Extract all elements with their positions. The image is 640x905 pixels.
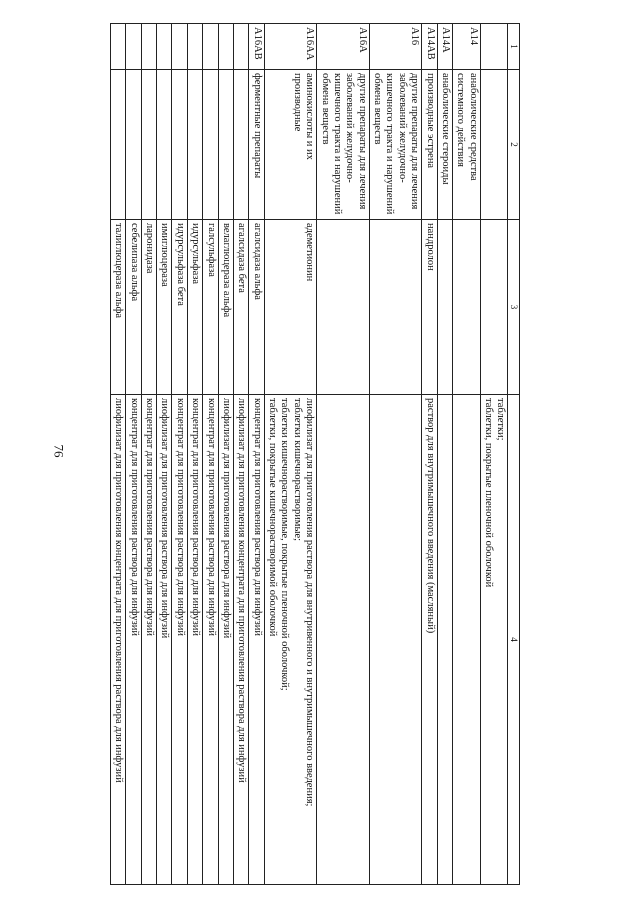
dosage-form: таблетки кишечнорастворимые; bbox=[291, 398, 303, 542]
cell-group bbox=[157, 70, 172, 220]
table-row bbox=[480, 24, 508, 885]
cell-name bbox=[369, 220, 422, 395]
header-cell: 4 bbox=[508, 395, 520, 885]
dosage-form: лиофилизат для приготовления раствора для внутривенного и внутримышечного введения; bbox=[304, 398, 316, 807]
cell-name: адеметионин bbox=[264, 220, 317, 395]
cell-code bbox=[141, 24, 156, 70]
cell-group bbox=[218, 70, 233, 220]
cell-forms bbox=[233, 395, 248, 885]
table-row bbox=[126, 24, 141, 885]
cell-group: другие препараты для лечения заболеваний желудочно-кишечного тракта и нарушений обмена веществ bbox=[369, 70, 422, 220]
cell-forms bbox=[369, 395, 422, 885]
cell-code bbox=[157, 24, 172, 70]
cell-code bbox=[218, 24, 233, 70]
cell-code: A16 bbox=[369, 24, 422, 70]
cell-group bbox=[233, 70, 248, 220]
table-row bbox=[422, 24, 437, 885]
table-row bbox=[187, 24, 202, 885]
cell-group: производные эстрена bbox=[422, 70, 437, 220]
dosage-form: раствор для внутримышечного введения (масляный) bbox=[424, 398, 436, 634]
table-row bbox=[369, 24, 422, 885]
table-row bbox=[141, 24, 156, 885]
table-row bbox=[437, 24, 452, 885]
cell-group bbox=[141, 70, 156, 220]
cell-forms bbox=[437, 395, 452, 885]
cell-name: агалсидаза альфа bbox=[249, 220, 264, 395]
cell-group bbox=[110, 70, 125, 220]
cell-code: A16AA bbox=[264, 24, 317, 70]
cell-forms bbox=[157, 395, 172, 885]
cell-group bbox=[187, 70, 202, 220]
cell-forms bbox=[172, 395, 187, 885]
cell-code: A14 bbox=[452, 24, 480, 70]
cell-code bbox=[110, 24, 125, 70]
cell-group: ферментные препараты bbox=[249, 70, 264, 220]
cell-forms bbox=[141, 395, 156, 885]
rotated-table-wrapper bbox=[93, 23, 520, 884]
cell-name: ларонидаза bbox=[141, 220, 156, 395]
cell-code: A16A bbox=[317, 24, 370, 70]
cell-code: A14AB bbox=[422, 24, 437, 70]
table-row bbox=[317, 24, 370, 885]
cell-code bbox=[203, 24, 218, 70]
dosage-form: концентрат для приготовления раствора для инфузий bbox=[205, 398, 217, 636]
dosage-form: концентрат для приготовления раствора для инфузий bbox=[174, 398, 186, 636]
cell-name: талиглюцераза альфа bbox=[110, 220, 125, 395]
dosage-form: таблетки, покрытые пленочной оболочкой bbox=[483, 398, 495, 588]
cell-name bbox=[437, 220, 452, 395]
header-cell: 3 bbox=[508, 220, 520, 395]
cell-name: нандролон bbox=[422, 220, 437, 395]
cell-forms bbox=[422, 395, 437, 885]
cell-code: A14A bbox=[437, 24, 452, 70]
cell-name bbox=[480, 220, 508, 395]
cell-forms bbox=[480, 395, 508, 885]
drug-table bbox=[110, 23, 520, 885]
cell-forms bbox=[218, 395, 233, 885]
cell-code bbox=[480, 24, 508, 70]
cell-name: идурсульфаза bbox=[187, 220, 202, 395]
header-cell: 1 bbox=[508, 24, 520, 70]
cell-name: галсульфаза bbox=[203, 220, 218, 395]
table-row bbox=[157, 24, 172, 885]
cell-forms bbox=[187, 395, 202, 885]
cell-forms bbox=[203, 395, 218, 885]
cell-forms bbox=[126, 395, 141, 885]
cell-name: велаглюцераза альфа bbox=[218, 220, 233, 395]
dosage-form: лиофилизат для приготовления концентрата для приготовления раствора для инфузий bbox=[236, 398, 248, 783]
table-row bbox=[110, 24, 125, 885]
cell-name: идурсульфаза бета bbox=[172, 220, 187, 395]
cell-forms bbox=[264, 395, 317, 885]
table-row bbox=[452, 24, 480, 885]
cell-forms bbox=[110, 395, 125, 885]
header-cell: 2 bbox=[508, 70, 520, 220]
dosage-form: лиофилизат для приготовления раствора для инфузий bbox=[159, 398, 171, 639]
cell-group bbox=[126, 70, 141, 220]
cell-code bbox=[187, 24, 202, 70]
header-row bbox=[508, 24, 520, 885]
dosage-form: таблетки, покрытые кишечнорастворимой оболочкой bbox=[267, 398, 279, 637]
cell-name bbox=[317, 220, 370, 395]
cell-forms bbox=[452, 395, 480, 885]
dosage-form: таблетки кишечнорастворимые, покрытые пленочной оболочкой; bbox=[279, 398, 291, 691]
cell-group bbox=[172, 70, 187, 220]
cell-name: себелипаза альфа bbox=[126, 220, 141, 395]
cell-group bbox=[480, 70, 508, 220]
table-row bbox=[233, 24, 248, 885]
cell-group: анаболические стероиды bbox=[437, 70, 452, 220]
cell-group: анаболические средства системного действия bbox=[452, 70, 480, 220]
cell-code bbox=[233, 24, 248, 70]
cell-code bbox=[172, 24, 187, 70]
table-row bbox=[249, 24, 264, 885]
cell-name bbox=[452, 220, 480, 395]
dosage-form: концентрат для приготовления раствора для инфузий bbox=[251, 398, 263, 636]
cell-forms bbox=[249, 395, 264, 885]
cell-code: A16AB bbox=[249, 24, 264, 70]
dosage-form: концентрат для приготовления раствора для инфузий bbox=[144, 398, 156, 636]
cell-code bbox=[126, 24, 141, 70]
cell-name: агалсидаза бета bbox=[233, 220, 248, 395]
cell-forms bbox=[317, 395, 370, 885]
table-row bbox=[203, 24, 218, 885]
cell-name: имиглюцераза bbox=[157, 220, 172, 395]
dosage-form: лиофилизат для приготовления раствора для инфузий bbox=[220, 398, 232, 639]
table-row bbox=[172, 24, 187, 885]
cell-group bbox=[203, 70, 218, 220]
dosage-form: концентрат для приготовления раствора для инфузий bbox=[190, 398, 202, 636]
cell-group: аминокислоты и их производные bbox=[264, 70, 317, 220]
cell-group: другие препараты для лечения заболеваний желудочно-кишечного тракта и нарушений обмена веществ bbox=[317, 70, 370, 220]
dosage-form: лиофилизат для приготовления концентрата для приготовления раствора для инфузий bbox=[113, 398, 125, 783]
page-number: 76 bbox=[51, 444, 67, 458]
dosage-form: таблетки; bbox=[495, 398, 507, 441]
table-row bbox=[264, 24, 317, 885]
table-row bbox=[218, 24, 233, 885]
dosage-form: концентрат для приготовления раствора для инфузий bbox=[128, 398, 140, 636]
